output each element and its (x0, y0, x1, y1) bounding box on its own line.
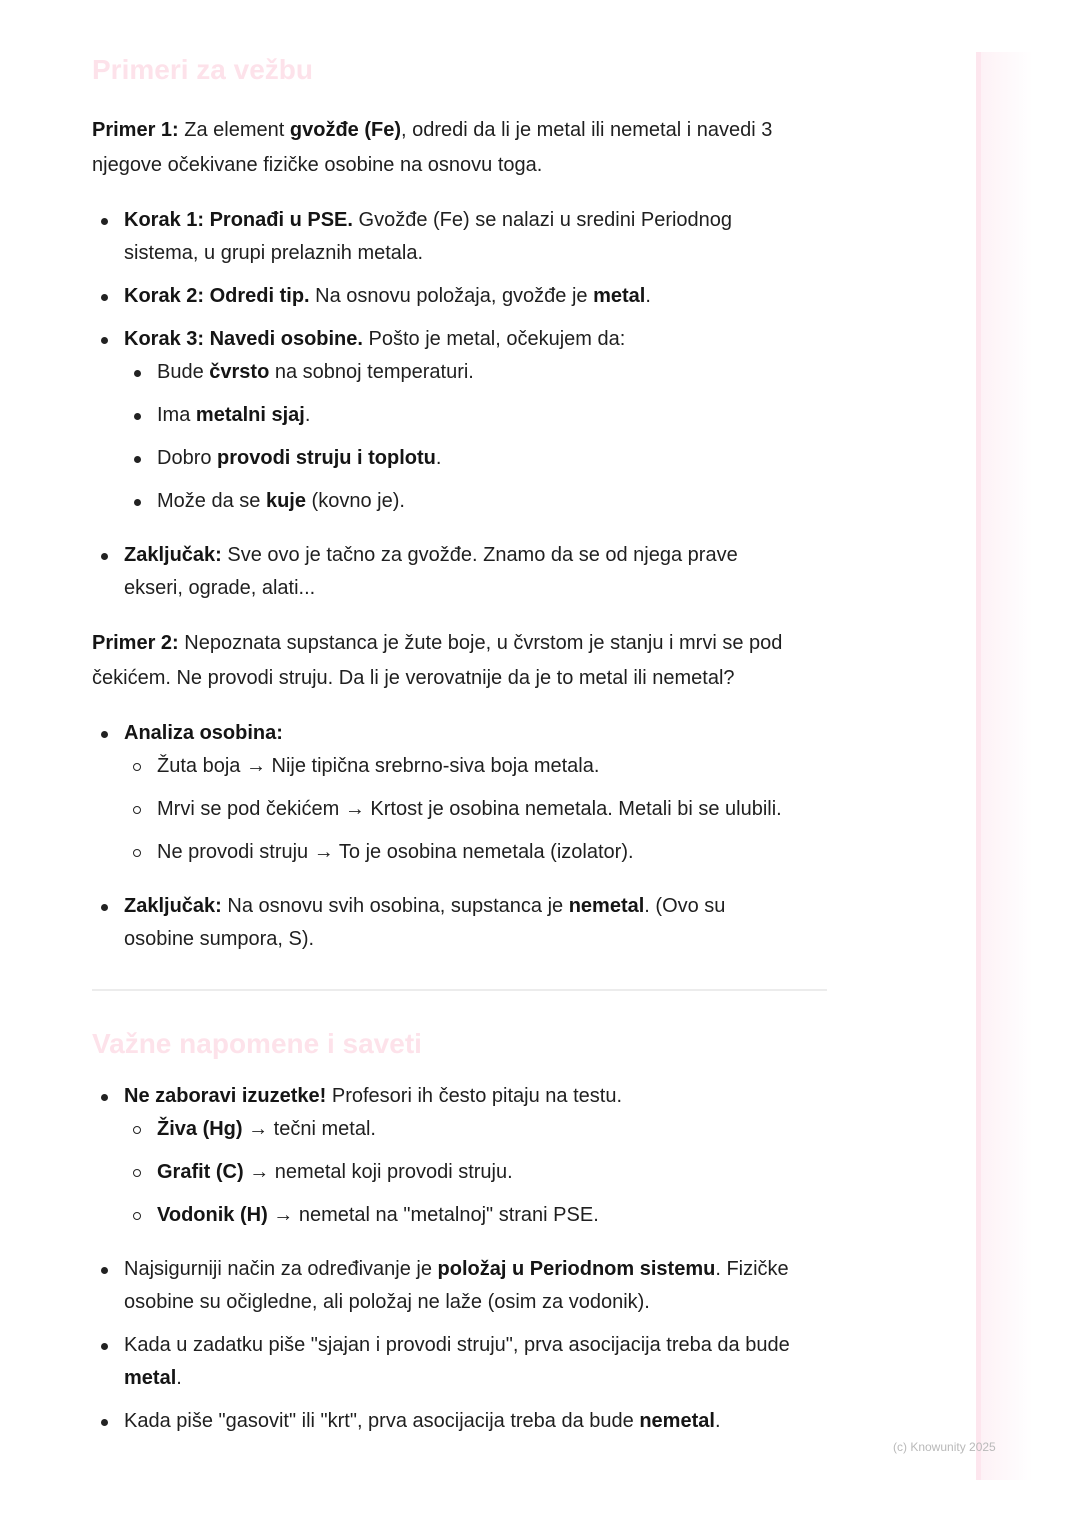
exceptions-list (124, 1113, 832, 1232)
conclusion-2-label: Zaključak: (124, 895, 222, 917)
primer-2-paragraph (92, 626, 832, 696)
tip-1-label: Ne zaboravi izuzetke! (124, 1085, 327, 1107)
document-content (92, 50, 832, 956)
step-2-period: . (645, 285, 651, 307)
primer-2-list (92, 717, 832, 956)
list-item-property (124, 485, 832, 518)
property-text: Dobro (157, 447, 218, 469)
step-2-text: Na osnovu položaja, gvožđe je (309, 285, 594, 307)
list-item-tip-position (92, 1253, 824, 1319)
tip-1-text: Profesori ih često pitaju na testu. (326, 1085, 623, 1107)
list-item-analysis-point: Žuta boja → Nije tipična srebrno-siva boja metala. (124, 750, 832, 783)
property-text: (kovno je). (305, 490, 405, 512)
tips-section (92, 1024, 832, 1438)
list-item-analysis-point: Mrvi se pod čekićem → Krtost je osobina nemetala. Metali bi se ulubili. (124, 793, 832, 826)
list-item-analysis (92, 717, 832, 869)
property-text: Ima (157, 404, 196, 426)
property-bold: kuje (265, 490, 306, 512)
analysis-label: Analiza osobina: (124, 722, 283, 744)
list-item-property (124, 356, 832, 389)
exception-element: Živa (Hg) (157, 1118, 243, 1140)
primer-1-element: gvožđe (Fe) (289, 119, 402, 141)
tip-3-bold: metal (124, 1367, 177, 1389)
exception-element: Grafit (C) (157, 1161, 244, 1183)
exception-text: → nemetal koji provodi struju. (243, 1161, 513, 1183)
list-item-conclusion-1 (92, 539, 774, 605)
list-item-exception (124, 1156, 832, 1189)
tip-2-text: Najsigurniji način za određivanje je (124, 1258, 438, 1280)
list-item-property (124, 399, 832, 432)
list-item-tip-metal (92, 1329, 829, 1395)
property-bold: metalni sjaj (195, 404, 305, 426)
conclusion-2-result: nemetal (568, 895, 645, 917)
tip-3-text: Kada u zadatku piše "sjajan i provodi struju", prva asocijacija treba da bude (124, 1334, 790, 1356)
section-title-examples: Primeri za vežbu (92, 54, 313, 85)
section-title-tips: Važne napomene i saveti (92, 1028, 422, 1059)
metal-properties-list (124, 356, 832, 518)
property-text: . (304, 404, 311, 426)
step-1-label: Korak 1: Pronađi u PSE. (124, 209, 353, 231)
step-3-text: Pošto je metal, očekujem da: (362, 328, 626, 350)
property-text: Može da se (157, 490, 266, 512)
sidebar-fade (981, 52, 1033, 1480)
step-3-label: Korak 3: Navedi osobine. (124, 328, 363, 350)
tip-4-text: Kada piše "gasovit" ili "krt", prva asocijacija treba da bude (124, 1410, 640, 1432)
tips-list (92, 1080, 832, 1438)
step-2-result: metal (593, 285, 646, 307)
primer-1-text: Za element (178, 119, 290, 141)
list-item-tip-exceptions (92, 1080, 832, 1232)
step-2-label: Korak 2: Odredi tip. (124, 285, 310, 307)
property-bold: provodi struju i toplotu (217, 447, 436, 469)
tip-2-text-2: . Fizičke osobine su očigledne, ali položaj ne laže (osim za vodonik). (124, 1258, 789, 1313)
list-item-analysis-point: Ne provodi struju → To je osobina nemetala (izolator). (124, 836, 832, 869)
list-item-exception (124, 1113, 832, 1146)
copyright-text: (c) Knowunity 2025 (893, 1440, 996, 1454)
tip-4-bold: nemetal (639, 1410, 715, 1432)
primer-2-text: Nepoznata supstanca je žute boje, u čvrstom je stanju i mrvi se pod čekićem. Ne provodi struju. Da li je verovatnije da je to metal ili nemetal? (92, 632, 783, 689)
primer-1-paragraph (92, 113, 828, 183)
tip-2-bold: položaj u Periodnom sistemu (437, 1258, 716, 1280)
primer-2-label: Primer 2: (92, 632, 179, 654)
exception-text: → tečni metal. (242, 1118, 376, 1140)
tip-4-period: . (714, 1410, 721, 1432)
primer-1-label: Primer 1: (92, 119, 179, 141)
analysis-list (124, 750, 832, 869)
conclusion-1-text: Sve ovo je tačno za gvožđe. Znamo da se od njega prave ekseri, ograde, alati... (124, 544, 738, 599)
list-item-property (124, 442, 832, 475)
primer-1-steps (92, 204, 832, 605)
conclusion-2-text: Na osnovu svih osobina, supstanca je (221, 895, 569, 917)
list-item-step-1 (92, 204, 784, 270)
list-item-step-3 (92, 323, 832, 518)
step-1-text: Gvožđe (Fe) se nalazi u sredini Periodnog sistema, u grupi prelaznih metala. (124, 209, 733, 264)
conclusion-1-label: Zaključak: (124, 544, 222, 566)
list-item-tip-nonmetal (92, 1405, 832, 1438)
property-text: na sobnoj temperaturi. (269, 361, 474, 383)
property-text: Bude (157, 361, 210, 383)
list-item-conclusion-2 (92, 890, 764, 956)
conclusion-2-text-2: . (Ovo su osobine sumpora, S). (124, 895, 726, 950)
list-item-step-2 (92, 280, 832, 313)
tip-3-period: . (176, 1367, 182, 1389)
list-item-exception (124, 1199, 832, 1232)
property-bold: čvrsto (209, 361, 270, 383)
section-divider (92, 989, 827, 991)
primer-1-text-2: , odredi da li je metal ili nemetal i navedi 3 njegove očekivane fizičke osobine na osnovu toga. (92, 119, 773, 176)
exception-element: Vodonik (H) (157, 1204, 268, 1226)
exception-text: → nemetal na "metalnoj" strani PSE. (267, 1204, 599, 1226)
property-text: . (435, 447, 442, 469)
